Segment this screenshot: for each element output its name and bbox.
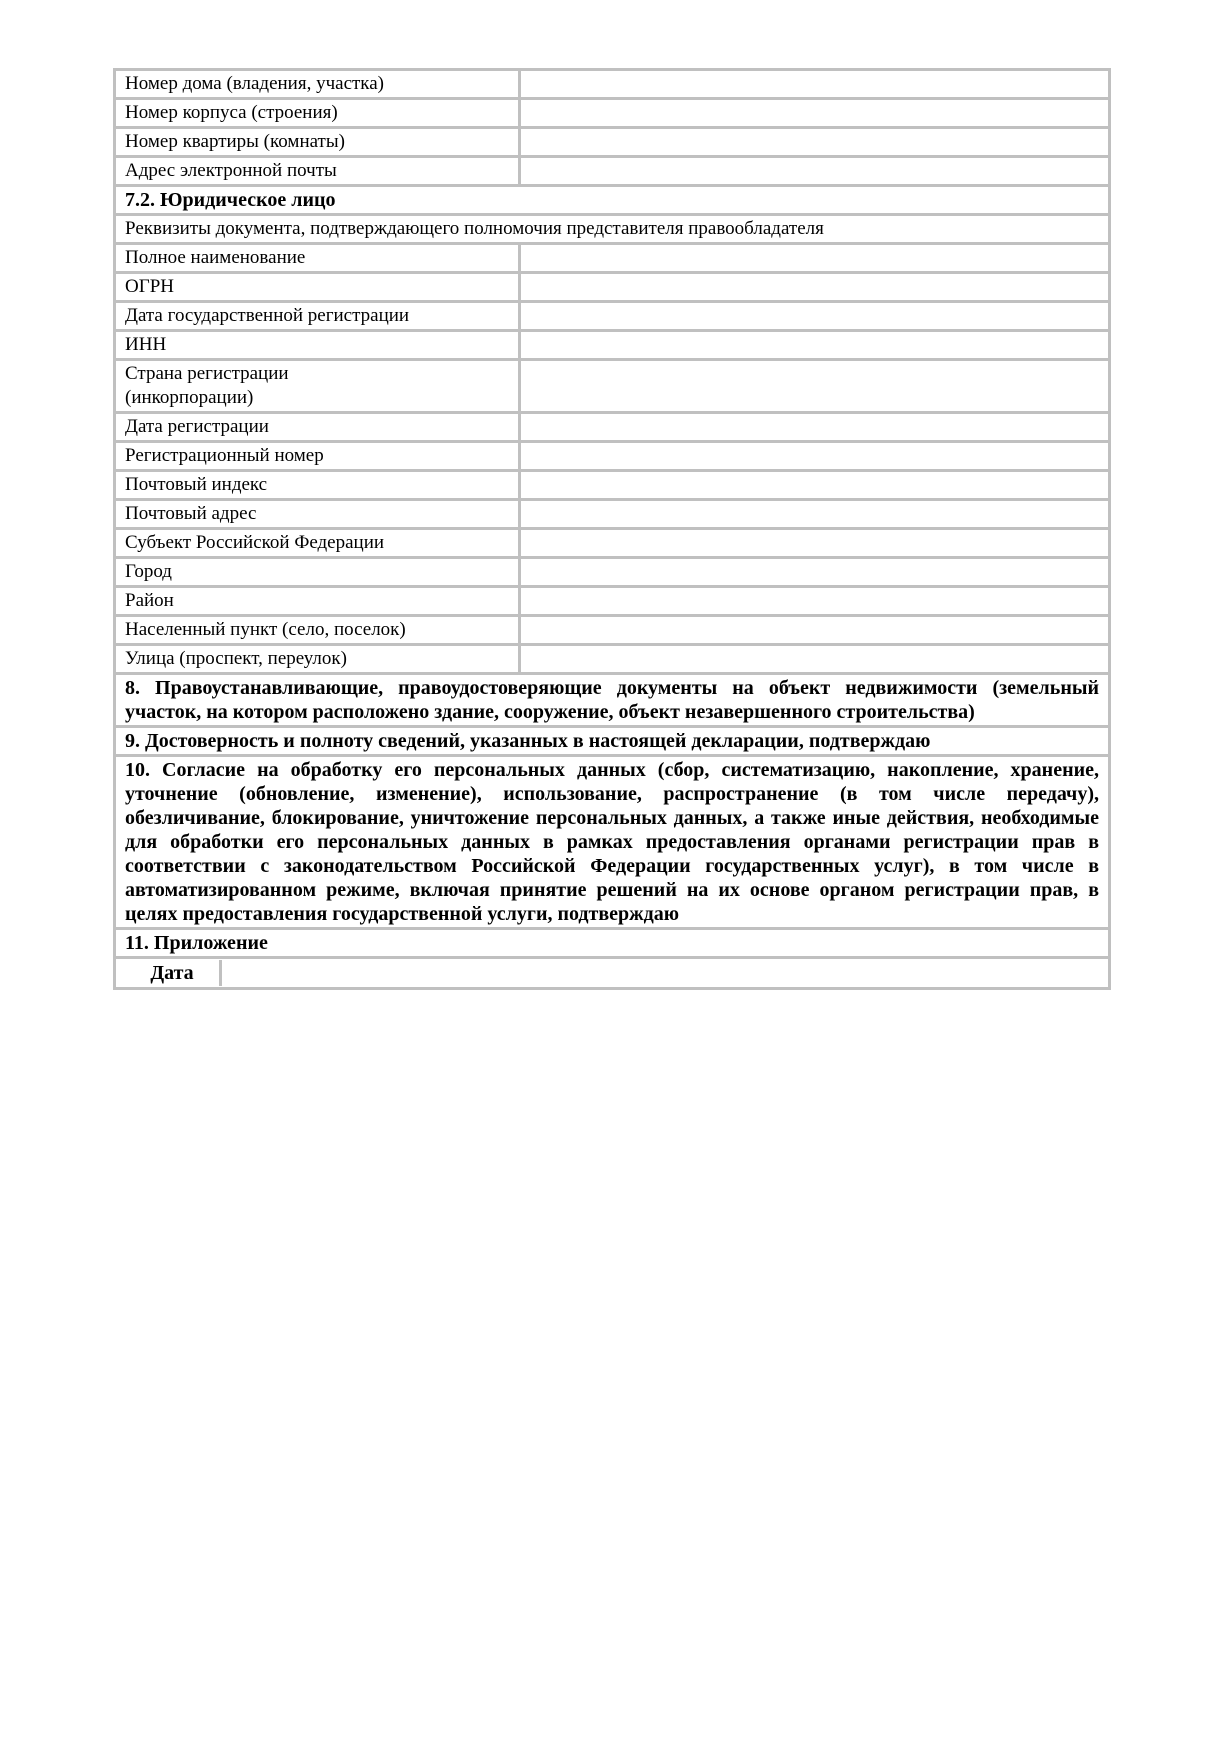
table-row (115, 756, 1110, 929)
table-row (115, 302, 1110, 331)
field-value-cell[interactable] (520, 331, 1110, 360)
table-row (115, 273, 1110, 302)
field-value-cell[interactable] (520, 128, 1110, 157)
field-label: ИНН (115, 331, 520, 360)
table-row (115, 360, 1110, 413)
declaration-table (113, 68, 1111, 990)
table-row (115, 413, 1110, 442)
table-row (115, 529, 1110, 558)
section-10-paragraph: 10. Согласие на обработку его персональных данных (сбор, систематизацию, накопление, хранение, уточнение (обновление, изменение), использование, распространение (в том числе передачу), обезличивание, блокирование, уничтожение персональных данных, а также иные действия, необходимые для обработки его персональных данных в рамках предоставления органами регистрации прав в соответствии с законодательством Российской Федерации государственных услуг), в том числе в автоматизированном режиме, включая принятие решений на их основе органом регистрации прав, в целях предоставления государственной услуги, подтверждаю (115, 756, 1110, 929)
date-value-cell[interactable] (222, 960, 1099, 986)
field-value-cell[interactable] (520, 70, 1110, 99)
table-row (115, 471, 1110, 500)
field-value-cell[interactable] (520, 529, 1110, 558)
field-value-cell[interactable] (520, 273, 1110, 302)
section-7-2-title: 7.2. Юридическое лицо (115, 186, 1110, 215)
table-row (115, 128, 1110, 157)
field-value-cell[interactable] (520, 157, 1110, 186)
field-value-cell[interactable] (520, 645, 1110, 674)
field-value-cell[interactable] (520, 244, 1110, 273)
date-row (115, 958, 1110, 989)
table-row (115, 616, 1110, 645)
field-label: Дата государственной регистрации (115, 302, 520, 331)
table-row (115, 929, 1110, 958)
address-field-rows (115, 70, 1110, 186)
statement-sections (115, 674, 1110, 958)
table-row (115, 587, 1110, 616)
date-section (115, 958, 1110, 989)
field-value-cell[interactable] (520, 99, 1110, 128)
legal-entity-field-rows (115, 244, 1110, 674)
table-row (115, 442, 1110, 471)
table-row (115, 727, 1110, 756)
table-row (115, 186, 1110, 215)
table-row (115, 157, 1110, 186)
field-label: Почтовый индекс (115, 471, 520, 500)
field-value-cell[interactable] (520, 302, 1110, 331)
field-label: Номер корпуса (строения) (115, 99, 520, 128)
table-row (115, 958, 1110, 989)
table-row (115, 331, 1110, 360)
field-value-cell[interactable] (520, 558, 1110, 587)
field-value-cell[interactable] (520, 616, 1110, 645)
legal-entity-section (115, 186, 1110, 244)
field-label: Дата регистрации (115, 413, 520, 442)
field-value-cell[interactable] (520, 500, 1110, 529)
field-label: Город (115, 558, 520, 587)
table-row (115, 674, 1110, 727)
table-row (115, 70, 1110, 99)
field-label: Улица (проспект, переулок) (115, 645, 520, 674)
requisites-row-label: Реквизиты документа, подтверждающего полномочия представителя правообладателя (115, 215, 1110, 244)
field-label: Район (115, 587, 520, 616)
field-label: Субъект Российской Федерации (115, 529, 520, 558)
field-label: ОГРН (115, 273, 520, 302)
field-value-cell[interactable] (520, 587, 1110, 616)
section-8-paragraph: 8. Правоустанавливающие, правоудостоверяющие документы на объект недвижимости (земельный участок, на котором расположено здание, сооружение, объект незавершенного строительства) (115, 674, 1110, 727)
field-label: Регистрационный номер (115, 442, 520, 471)
table-row (115, 99, 1110, 128)
field-label: Страна регистрации (инкорпорации) (115, 360, 520, 413)
table-row (115, 244, 1110, 273)
table-row (115, 500, 1110, 529)
field-label: Номер дома (владения, участка) (115, 70, 520, 99)
table-row (115, 558, 1110, 587)
table-row (115, 645, 1110, 674)
field-value-cell[interactable] (520, 413, 1110, 442)
date-label: Дата (125, 960, 222, 986)
field-value-cell[interactable] (520, 471, 1110, 500)
section-11-title: 11. Приложение (115, 929, 1110, 958)
field-value-cell[interactable] (520, 442, 1110, 471)
field-label: Почтовый адрес (115, 500, 520, 529)
field-value-cell[interactable] (520, 360, 1110, 413)
section-9-paragraph: 9. Достоверность и полноту сведений, указанных в настоящей декларации, подтверждаю (115, 727, 1110, 756)
table-row (115, 215, 1110, 244)
field-label: Адрес электронной почты (115, 157, 520, 186)
field-label: Населенный пункт (село, поселок) (115, 616, 520, 645)
field-label: Полное наименование (115, 244, 520, 273)
field-label: Номер квартиры (комнаты) (115, 128, 520, 157)
